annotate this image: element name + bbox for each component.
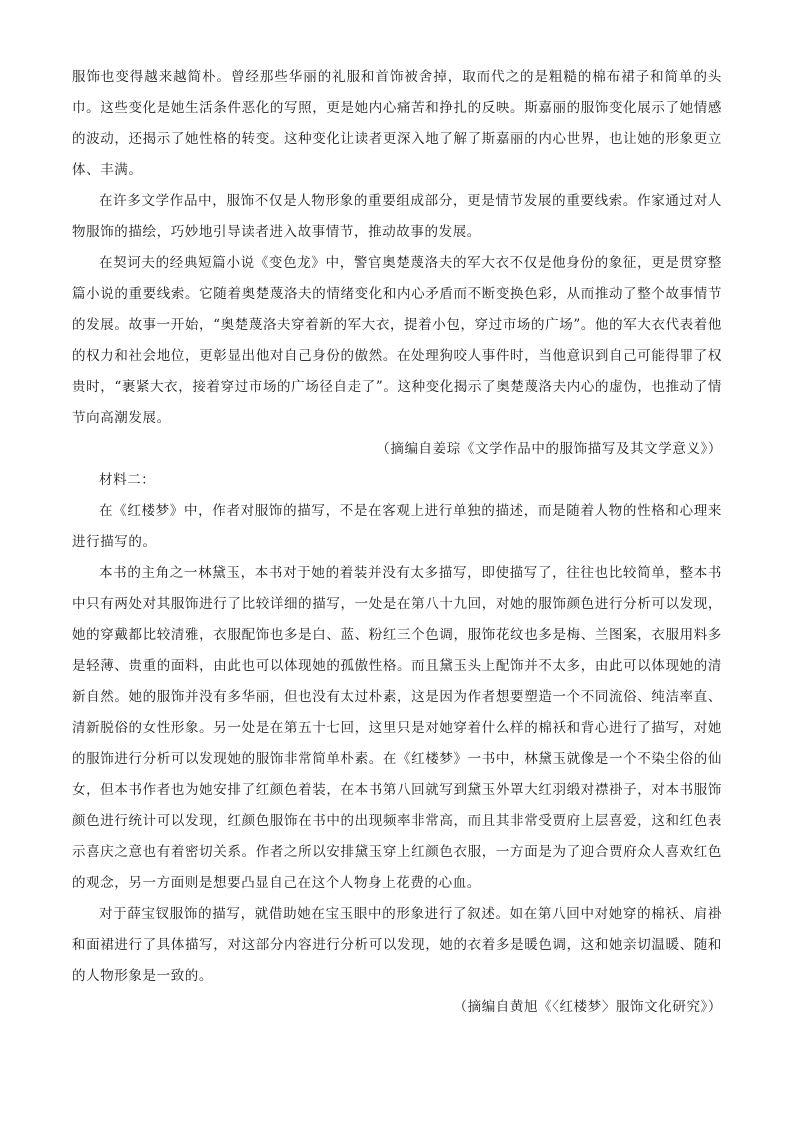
material-two-label: 材料二：	[99, 472, 156, 488]
paragraph-chameleon-greatcoat: 在契诃夫的经典短篇小说《变色龙》中，警官奥楚蔑洛夫的军大衣不仅是他身份的象征，更是贯穿整篇小说的重要线索。它随着奥楚蔑洛夫的情绪变化和内心矛盾而不断变换色彩，从而推动了整个故事情节的发展。故事一开始，“奥楚蔑洛夫穿着新的军大衣，提着小包，穿过市场的广场”。他的军大衣代表着他的权力和社会地位，更彰显出他对自己身份的傲然。在处理狗咬人事件时，当他意识到自己可能得罪了权贵时，“裹紧大衣，接着穿过市场的广场径自走了”。这种变化揭示了奥楚蔑洛夫内心的虚伪，也推动了情节向高潮发展。	[72, 255, 722, 426]
source-citation-1: （摘编自姜琮《文学作品中的服饰描写及其文学意义》）	[376, 441, 722, 457]
paragraph-xue-baochai-clothing: 对于薛宝钗服饰的描写，就借助她在宝玉眼中的形象进行了叙述。如在第八回中对她穿的棉袄、肩褂和面裙进行了具体描写，对这部分内容进行分析可以发现，她的衣着多是暖色调，这和她亲切温暖、随和的人物形象是一致的。	[72, 906, 722, 984]
paragraph-scarlett-clothing: 服饰也变得越来越简朴。曾经那些华丽的礼服和首饰被舍掉，取而代之的是粗糙的棉布裙子和简单的头巾。这些变化是她生活条件恶化的写照，更是她内心痛苦和挣扎的反映。斯嘉丽的服饰变化展示了她情感的波动，还揭示了她性格的转变。这种变化让读者更深入地了解了斯嘉丽的内心世界，也让她的形象更立体、丰满。	[72, 69, 722, 178]
source-citation-2: （摘编自黄旭《〈红楼梦〉服饰文化研究》）	[453, 999, 722, 1015]
paragraph-hongloumeng-intro: 在《红楼梦》中，作者对服饰的描写，不是在客观上进行单独的描述，而是随着人物的性格和心理来进行描写的。	[72, 503, 722, 550]
document-page	[72, 62, 722, 1023]
paragraph-lin-daiyu-clothing: 本书的主角之一林黛玉，本书对于她的着装并没有太多描写，即使描写了，往往也比较简单，整本书中只有两处对其服饰进行了比较详细的描写，一处是在第八十九回，对她的服饰颜色进行分析可以发现，她的穿戴都比较清雅，衣服配饰也多是白、蓝、粉红三个色调，服饰花纹也多是梅、兰图案，衣服用料多是轻薄、贵重的面料，由此也可以体现她的孤傲性格。而且黛玉头上配饰并不太多，由此可以体现她的清新自然。她的服饰并没有多华丽，但也没有太过朴素，这是因为作者想要塑造一个不同流俗、纯洁率直、清新脱俗的女性形象。另一处是在第五十七回，这里只是对她穿着什么样的棉袄和背心进行了描写，对她的服饰进行分析可以发现她的服饰非常简单朴素。在《红楼梦》一书中，林黛玉就像是一个不染尘俗的仙女，但本书作者也为她安排了红颜色着装，在本书第八回就写到黛玉外罩大红羽缎对襟褂子，对本书服饰颜色进行统计可以发现，红颜色服饰在书中的出现频率非常高，而且其非常受贾府上层喜爱，这和红色表示喜庆之意也有着密切关系。作者之所以安排黛玉穿上红颜色衣服，一方面是为了迎合贾府众人喜欢红色的观念，另一方面则是想要凸显自己在这个人物身上花费的心血。	[72, 565, 722, 891]
paragraph-clothing-as-plot-clue: 在许多文学作品中，服饰不仅是人物形象的重要组成部分，更是情节发展的重要线索。作家通过对人物服饰的描绘，巧妙地引导读者进入故事情节，推动故事的发展。	[72, 193, 722, 240]
